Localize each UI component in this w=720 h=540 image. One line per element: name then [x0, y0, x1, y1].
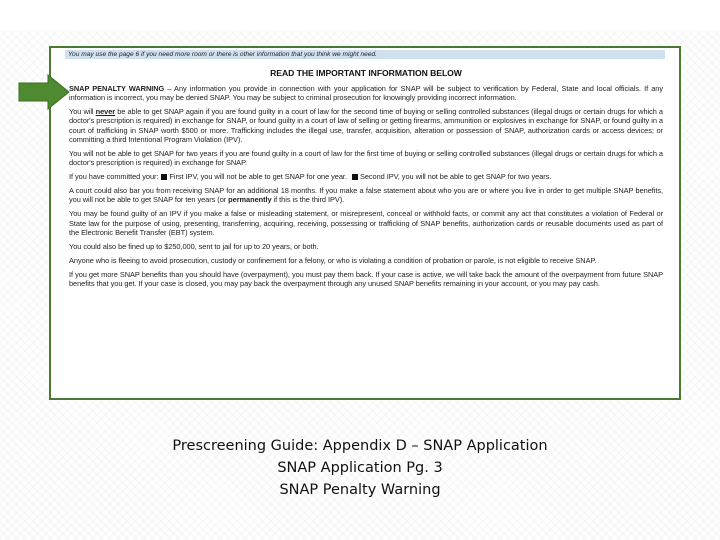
never-text: be able to get SNAP again if you are found guilty in a court of law for the second time of buying or selling controlled substances (illegal drugs or certain drugs for which a doctor's prescription is required) in exchange for SNAP, or found guilty in a court of law of selling or getting firearms, ammunition or explosives in exchange for SNAP, or found guilty in a court of trafficking in SNAP worth $500 or more. Trafficking includes the illegal use, transfer, acquisition, alteration or possession of SNAP, authorization cards or access devices; or committing a third Intentional Program Violation (IPV). — [69, 107, 663, 145]
ipv-first: First IPV, you will not be able to get SNAP for one year. — [169, 172, 347, 182]
paragraph-overpayment: If you get more SNAP benefits than you should have (overpayment), you must pay them back. If your case is active, we will take back the amount of the overpayment from future SNAP benefits that you get. If your case is closed, you may pay back the overpayment through any unused SNAP benefits remaining in your account, or you may pay cash. — [69, 269, 663, 288]
paragraph-fleeing: Anyone who is fleeing to avoid prosecution, custody or confinement for a felony, or who is violating a condition of probation or parole, is not eligible to receive SNAP. — [69, 255, 597, 265]
paragraph-ipv-definition: You may be found guilty of an IPV if you make a false or misleading statement, or misrepresent, conceal or withhold facts, or commit any act that constitutes a violation of Federal or State law for the purpose of using, presenting, transferring, acquiring, receiving, possessing or trafficking of SNAP benefits, authorization cards or reusable documents used as part of the Electronic Benefit Transfer (EBT) system. — [69, 209, 663, 237]
ipv-second: Second IPV, you will not be able to get SNAP for two years. — [359, 172, 552, 182]
court-bar-text-b: if this is the third IPV). — [271, 195, 345, 205]
bullet-square-icon — [161, 174, 167, 180]
paragraph-never-eligible — [69, 107, 663, 144]
penalty-warning-title: SNAP PENALTY WARNING — [69, 84, 165, 93]
doc-top-note: You may use the page 6 if you need more room or there is other information that you think we might need. — [65, 50, 665, 59]
penalty-warning-text: – Any information you provide in connection with your application for SNAP will be subject to verification by Federal, State and local officials. If any information is incorrect, you may be denied SNAP. You may be subject to criminal prosecution for knowingly providing incorrect information. — [69, 84, 663, 103]
permanently-emphasis: permanently — [228, 195, 272, 205]
doc-heading: READ THE IMPORTANT INFORMATION BELOW — [270, 68, 462, 78]
paragraph-fines: You could also be fined up to $250,000, sent to jail for up to 20 years, or both. — [69, 241, 319, 251]
caption-page: SNAP Application Pg. 3 — [277, 460, 443, 476]
never-emphasis: never — [95, 107, 116, 117]
court-bar-text-a: A court could also bar you from receiving SNAP for an additional 18 months. If you make a false statement about who you are or where you live in order to get multiple SNAP benefits, you will not be able to get SNAP for ten years (or — [69, 186, 663, 205]
paragraph-penalty-warning — [69, 84, 663, 103]
caption-topic: SNAP Penalty Warning — [279, 482, 441, 498]
caption-title: Prescreening Guide: Appendix D – SNAP Application — [172, 438, 548, 454]
never-pre: You will — [69, 107, 96, 117]
paragraph-court-bar — [69, 186, 663, 205]
document-image — [49, 46, 681, 400]
doc-body — [69, 68, 663, 293]
top-band — [0, 0, 720, 30]
paragraph-ipv — [69, 172, 663, 181]
right-arrow-icon — [18, 74, 70, 110]
ipv-intro: If you have committed your: — [69, 172, 159, 182]
bullet-square-icon — [352, 174, 358, 180]
paragraph-two-years: You will not be able to get SNAP for two years if you are found guilty in a court of law for the first time of buying or selling controlled substances (illegal drugs or certain drugs for which a doctor's prescription is required) in exchange for SNAP. — [69, 148, 663, 168]
